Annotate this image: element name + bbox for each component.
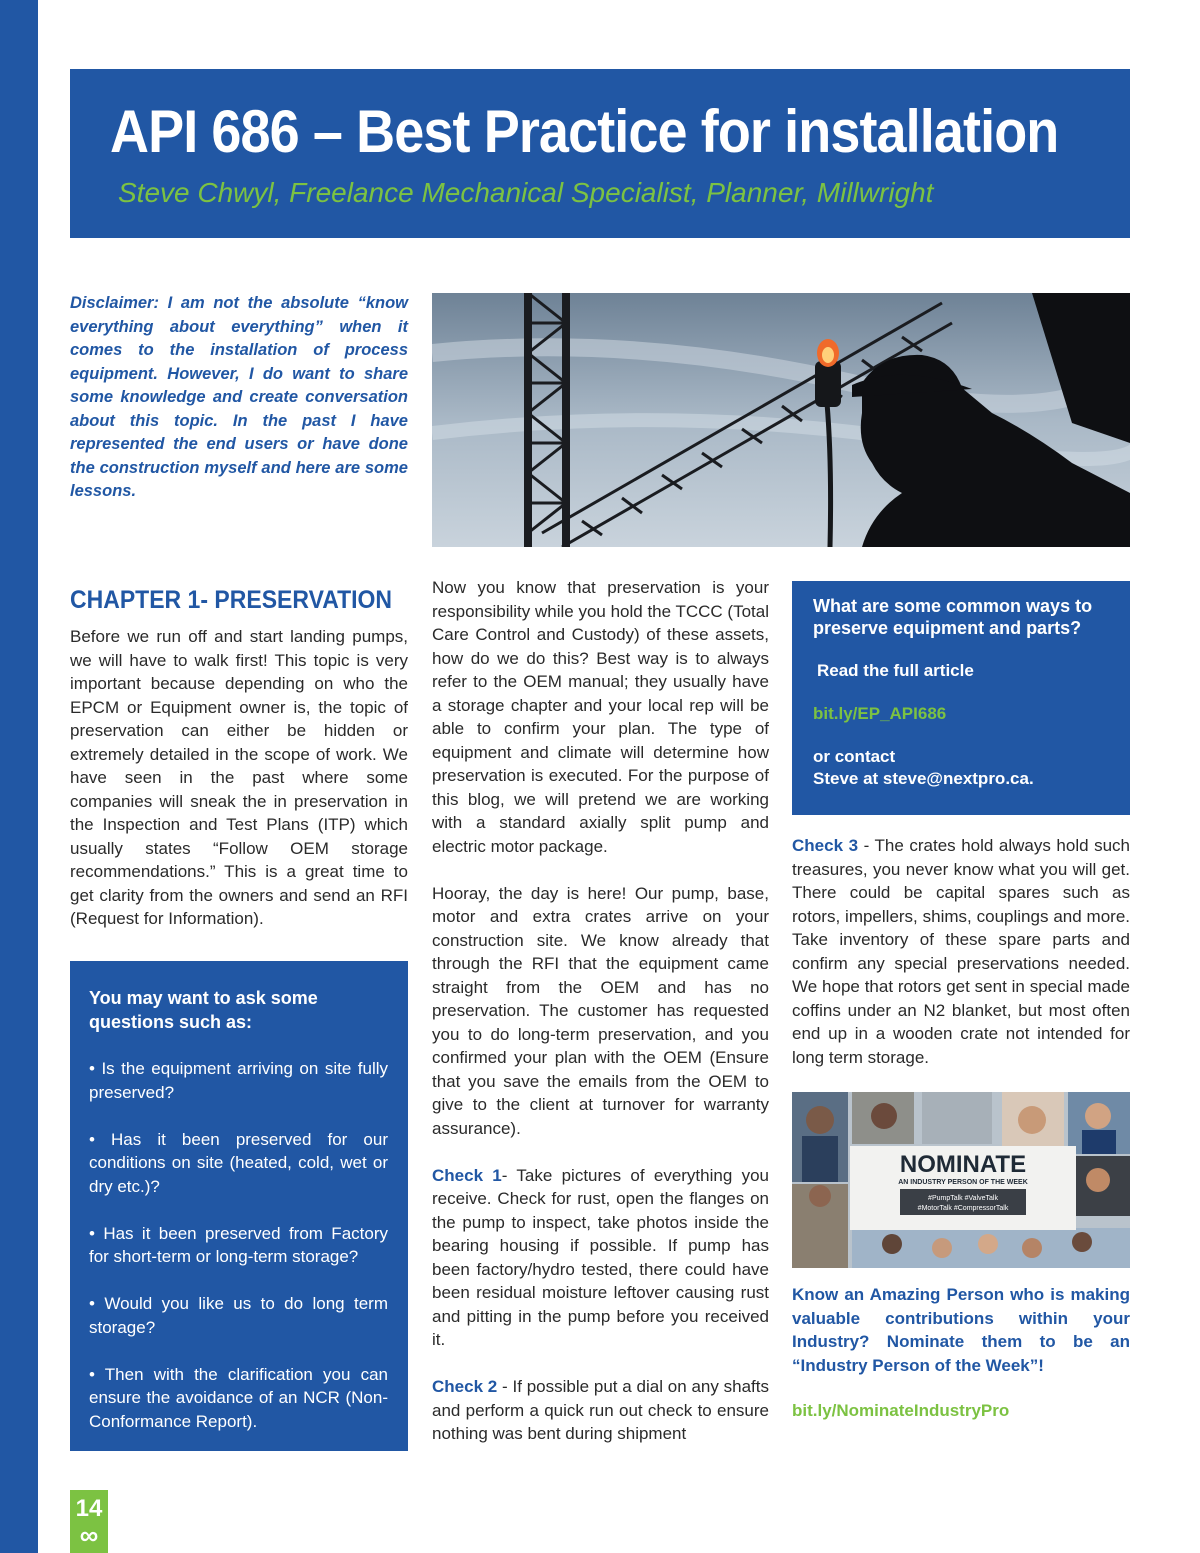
paragraph-arrival: Hooray, the day is here! Our pump, base, motor and extra crates arrive on your construction site. We know already that through the RFI that the equipment came straight from the OEM and has no preservation. The customer has requested you to do long-term preservation, and you confirmed your plan with the OEM (Ensure that you save the emails from the OEM to give to the client at turnover for warranty assurance). — [432, 883, 769, 1138]
question-item: • Is the equipment arriving on site fully preserved? — [89, 1059, 388, 1102]
page-number-tab — [70, 1490, 108, 1553]
check-3-label: Check 3 — [792, 836, 859, 855]
construction-worker-photo — [432, 293, 1130, 547]
or-contact-label: or contact — [813, 747, 896, 766]
questions-box — [70, 961, 408, 1451]
nominate-tags-1: #PumpTalk #ValveTalk — [928, 1195, 998, 1202]
chapter-heading: CHAPTER 1- PRESERVATION — [70, 586, 393, 614]
nominate-headline: NOMINATE — [899, 1151, 1027, 1178]
nominate-subline: AN INDUSTRY PERSON OF THE WEEK — [898, 1179, 1028, 1186]
check-1-label: Check 1 — [432, 1165, 502, 1185]
read-article-label: Read the full article — [817, 661, 974, 680]
check-1-paragraph — [432, 1164, 769, 1352]
nominate-caption: Know an Amazing Person who is making valuable contributions within your Industry? Nominate them to be an “Industry Person of the Week”! — [792, 1285, 1130, 1375]
left-color-bar — [0, 0, 38, 1553]
paragraph-responsibility: Now you know that preservation is your responsibility while you hold the TCCC (Total Care Control and Custody) of these assets, how do we do this? Best way is to always refer to the OEM manual; they usually have a storage chapter and your local rep will be able to confirm your plan. The type of equipment and climate will determine how preservation is executed. For the purpose of this blog, we will pretend we are working with a standard axially split pump and electric motor package. — [432, 578, 770, 856]
author-byline: Steve Chwyl, Freelance Mechanical Specialist, Planner, Millwright — [118, 177, 934, 208]
page-number: 14 — [75, 1495, 103, 1522]
check-2-label: Check 2 — [432, 1377, 498, 1396]
contact-email[interactable]: Steve at steve@nextpro.ca. — [813, 769, 1034, 788]
check-2-text: - If possible put a dial on any shafts and perform a quick run out check to ensure nothing was bent during shipment — [432, 1377, 769, 1443]
article-title: API 686 – Best Practice for installation — [110, 98, 1059, 165]
contact-box-title: What are some common ways to preserve equipment and parts? — [813, 596, 1093, 638]
nominate-tags-2: #MotorTalk #CompressorTalk — [917, 1205, 1009, 1212]
check-1-text: - Take pictures of everything you receive. Check for rust, open the flanges on the pump to inspect, take photos inside the bearing housing if possible. If pump has been factory/hydro tested, there could have been residual moisture leftover causing rust and pitting in the pump before you received it. — [432, 1165, 769, 1349]
check-2-paragraph — [432, 1375, 769, 1446]
question-item: • Has it been preserved from Factory for short-term or long-term storage? — [89, 1223, 388, 1266]
contact-box — [792, 581, 1130, 815]
disclaimer-text: Disclaimer: I am not the absolute “know everything about everything” when it comes to the installation of process equipment. However, I do want to share some knowledge and create conversation about this topic. In the past I have represented the end users or have done the construction myself and here are some lessons. — [70, 294, 408, 500]
infinity-icon: ∞ — [79, 1520, 99, 1550]
column-3 — [792, 834, 1130, 1069]
nominate-link[interactable]: bit.ly/NominateIndustryPro — [792, 1401, 1010, 1420]
article-link[interactable]: bit.ly/EP_API686 — [813, 704, 947, 723]
question-item: • Then with the clarification you can ensure the avoidance of an NCR (Non-Conformance Report). — [89, 1364, 388, 1431]
nominate-ad-image[interactable] — [792, 1092, 1130, 1268]
column-1 — [70, 585, 408, 931]
article-header — [70, 69, 1130, 238]
chapter-body: Before we run off and start landing pumps, we will have to walk first! This topic is very important because depending on who the EPCM or Equipment owner is, the topic of preservation can either be hidden or extremely detailed in the scope of work. We have seen in the past where some companies will sneak the in preservation in the Inspection and Test Plans (ITP) which usually states “Follow OEM storage recommendations.” This is a great time to get clarity from the owners and send an RFI (Request for Information). — [70, 627, 408, 928]
question-item: • Would you like us to do long term storage? — [89, 1294, 388, 1337]
column-2 — [432, 576, 769, 1446]
check-3-text: - The crates hold always hold such treasures, you never know what you will get. There could be capital spares such as rotors, impellers, shims, couplings and more. Take inventory of these spare parts and confirm any special preservations needed. We hope that rotors get sent in special made coffins under an N2 blanket, but most often end up in a wooden crate not intended for long term storage. — [792, 836, 1131, 1067]
check-3-paragraph — [792, 834, 1130, 1069]
question-item: • Has it been preserved for our conditions on site (heated, cold, wet or dry etc.)? — [89, 1129, 388, 1196]
questions-title: You may want to ask some questions such as: — [89, 988, 318, 1032]
